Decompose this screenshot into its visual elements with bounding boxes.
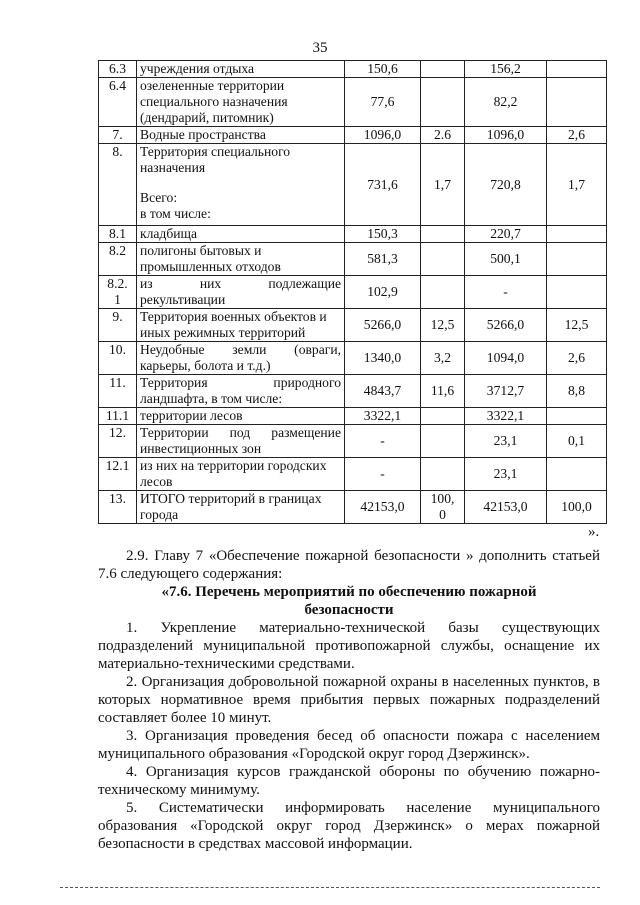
- percent-after: [547, 61, 607, 78]
- row-number: 12.: [99, 425, 137, 458]
- row-number: 8.1: [99, 226, 137, 243]
- table-row: [99, 61, 607, 78]
- amendment-paragraph: 2.9. Главу 7 «Обеспечение пожарной безопасности » дополнить статьей 7.6 следующего содержания:: [98, 548, 600, 582]
- table-row: [99, 458, 607, 491]
- value-after: 500,1: [465, 243, 547, 276]
- row-number: [99, 276, 137, 309]
- percent-before: 2.6: [421, 127, 465, 144]
- percent-after: [547, 276, 607, 309]
- land-use-table: [98, 60, 607, 524]
- list-item: 4. Организация курсов гражданской обороны по обучению пожарно-техническому минимуму.: [98, 764, 600, 798]
- row-number: 10.: [99, 342, 137, 375]
- value-after: 23,1: [465, 425, 547, 458]
- row-name-sub: в том числе:: [140, 206, 211, 221]
- value-after: 82,2: [465, 78, 547, 127]
- value-after: 42153,0: [465, 491, 547, 524]
- row-name: [137, 425, 345, 458]
- percent-after: [547, 408, 607, 425]
- table-row: [99, 375, 607, 408]
- value-before: 77,6: [345, 78, 421, 127]
- value-before: 5266,0: [345, 309, 421, 342]
- value-after: 156,2: [465, 61, 547, 78]
- row-number: 6.3: [99, 61, 137, 78]
- row-number: 11.1: [99, 408, 137, 425]
- percent-line: 100,: [430, 491, 455, 506]
- row-name: озелененные территории специального назначения (дендрарий, питомник): [137, 78, 345, 127]
- table-row: [99, 276, 607, 309]
- row-name: [137, 276, 345, 309]
- row-name-line: ландшафта, в том числе:: [140, 391, 283, 406]
- value-before: 1340,0: [345, 342, 421, 375]
- percent-before: [421, 78, 465, 127]
- table-row: [99, 491, 607, 524]
- value-after: 720,8: [465, 144, 547, 226]
- value-after: -: [465, 276, 547, 309]
- section-heading: [98, 583, 600, 619]
- row-name: Территория военных объектов и иных режимных территорий: [137, 309, 345, 342]
- table-row: [99, 425, 607, 458]
- row-name-line: из них подлежащие: [140, 276, 341, 291]
- percent-before: [421, 425, 465, 458]
- row-name: [137, 342, 345, 375]
- percent-after: 0,1: [547, 425, 607, 458]
- value-before: 102,9: [345, 276, 421, 309]
- value-after: 1096,0: [465, 127, 547, 144]
- row-name: из них на территории городских лесов: [137, 458, 345, 491]
- percent-after: [547, 78, 607, 127]
- row-number: 9.: [99, 309, 137, 342]
- row-name-line: Неудобные земли (овраги,: [140, 342, 341, 357]
- row-name: ИТОГО территорий в границах города: [137, 491, 345, 524]
- section-heading-line: безопасности: [304, 602, 394, 618]
- percent-after: [547, 243, 607, 276]
- percent-before: [421, 458, 465, 491]
- row-name-total: Всего:: [140, 190, 178, 205]
- table-row: [99, 144, 607, 226]
- row-number: 8.2: [99, 243, 137, 276]
- percent-before: [421, 243, 465, 276]
- row-number-line: 1: [114, 292, 121, 307]
- value-before: 1096,0: [345, 127, 421, 144]
- percent-after: 2,6: [547, 127, 607, 144]
- row-name: [137, 144, 345, 226]
- percent-after: 2,6: [547, 342, 607, 375]
- percent-before: 1,7: [421, 144, 465, 226]
- percent-after: 8,8: [547, 375, 607, 408]
- value-before: -: [345, 458, 421, 491]
- table-row: [99, 342, 607, 375]
- value-before: 150,3: [345, 226, 421, 243]
- amendment-text: [98, 547, 600, 853]
- percent-before: [421, 276, 465, 309]
- value-after: 220,7: [465, 226, 547, 243]
- value-after: 1094,0: [465, 342, 547, 375]
- row-name-line: Территория природного: [140, 375, 341, 390]
- row-name-line: Территории под размещение: [140, 425, 341, 440]
- row-number: 8.: [99, 144, 137, 226]
- value-before: 150,6: [345, 61, 421, 78]
- value-before: -: [345, 425, 421, 458]
- row-name: Водные пространства: [137, 127, 345, 144]
- percent-before: [421, 61, 465, 78]
- list-item: 3. Организация проведения бесед об опасности пожара с населением муниципального образования «Городской округ город Дзержинск».: [98, 728, 600, 762]
- row-number: 11.: [99, 375, 137, 408]
- value-before: 42153,0: [345, 491, 421, 524]
- row-name-line: рекультивации: [140, 292, 226, 307]
- row-name: территории лесов: [137, 408, 345, 425]
- value-before: 581,3: [345, 243, 421, 276]
- table-row: [99, 78, 607, 127]
- value-after: 3322,1: [465, 408, 547, 425]
- percent-before: [421, 226, 465, 243]
- row-number: 7.: [99, 127, 137, 144]
- value-before: 731,6: [345, 144, 421, 226]
- percent-before: 12,5: [421, 309, 465, 342]
- value-after: 23,1: [465, 458, 547, 491]
- value-after: 5266,0: [465, 309, 547, 342]
- percent-after: [547, 226, 607, 243]
- percent-before: 11,6: [421, 375, 465, 408]
- percent-after: 100,0: [547, 491, 607, 524]
- closing-quote: ».: [588, 524, 600, 540]
- row-name: [137, 375, 345, 408]
- percent-before: [421, 408, 465, 425]
- value-before: 3322,1: [345, 408, 421, 425]
- row-number: 13.: [99, 491, 137, 524]
- table-row: [99, 309, 607, 342]
- row-name-line: Территория специального назначения: [140, 144, 291, 175]
- table-row: [99, 243, 607, 276]
- value-after: 3712,7: [465, 375, 547, 408]
- table-row: [99, 127, 607, 144]
- list-item: 1. Укрепление материально-технической базы существующих подразделений муниципальной противопожарной службы, оснащение их материально-техническими средствами.: [98, 620, 600, 672]
- percent-after: [547, 458, 607, 491]
- row-name: полигоны бытовых и промышленных отходов: [137, 243, 345, 276]
- percent-after: 1,7: [547, 144, 607, 226]
- row-number-line: 8.2.: [107, 276, 128, 291]
- percent-line: 0: [439, 507, 446, 522]
- section-heading-line: «7.6. Перечень мероприятий по обеспечению пожарной: [161, 584, 537, 600]
- value-before: 4843,7: [345, 375, 421, 408]
- table-row: [99, 408, 607, 425]
- row-number: 12.1: [99, 458, 137, 491]
- row-name: учреждения отдыха: [137, 61, 345, 78]
- page-number: 35: [312, 40, 328, 56]
- row-name-line: инвестиционных зон: [140, 441, 262, 456]
- table-row: [99, 226, 607, 243]
- list-item: 2. Организация добровольной пожарной охраны в населенных пунктов, в которых нормативное время прибытия первых пожарных подразделений составляет более 10 минут.: [98, 674, 600, 726]
- list-item: 5. Систематически информировать население муниципального образования «Городской округ город Дзержинск» о мерах пожарной безопасности в средствах массовой информации.: [98, 800, 600, 852]
- row-number: 6.4: [99, 78, 137, 127]
- percent-before: 3,2: [421, 342, 465, 375]
- percent-before: [421, 491, 465, 524]
- row-name-line: карьеры, болота и т.д.): [140, 358, 271, 373]
- percent-after: 12,5: [547, 309, 607, 342]
- footer-divider: [60, 887, 600, 888]
- row-name: кладбища: [137, 226, 345, 243]
